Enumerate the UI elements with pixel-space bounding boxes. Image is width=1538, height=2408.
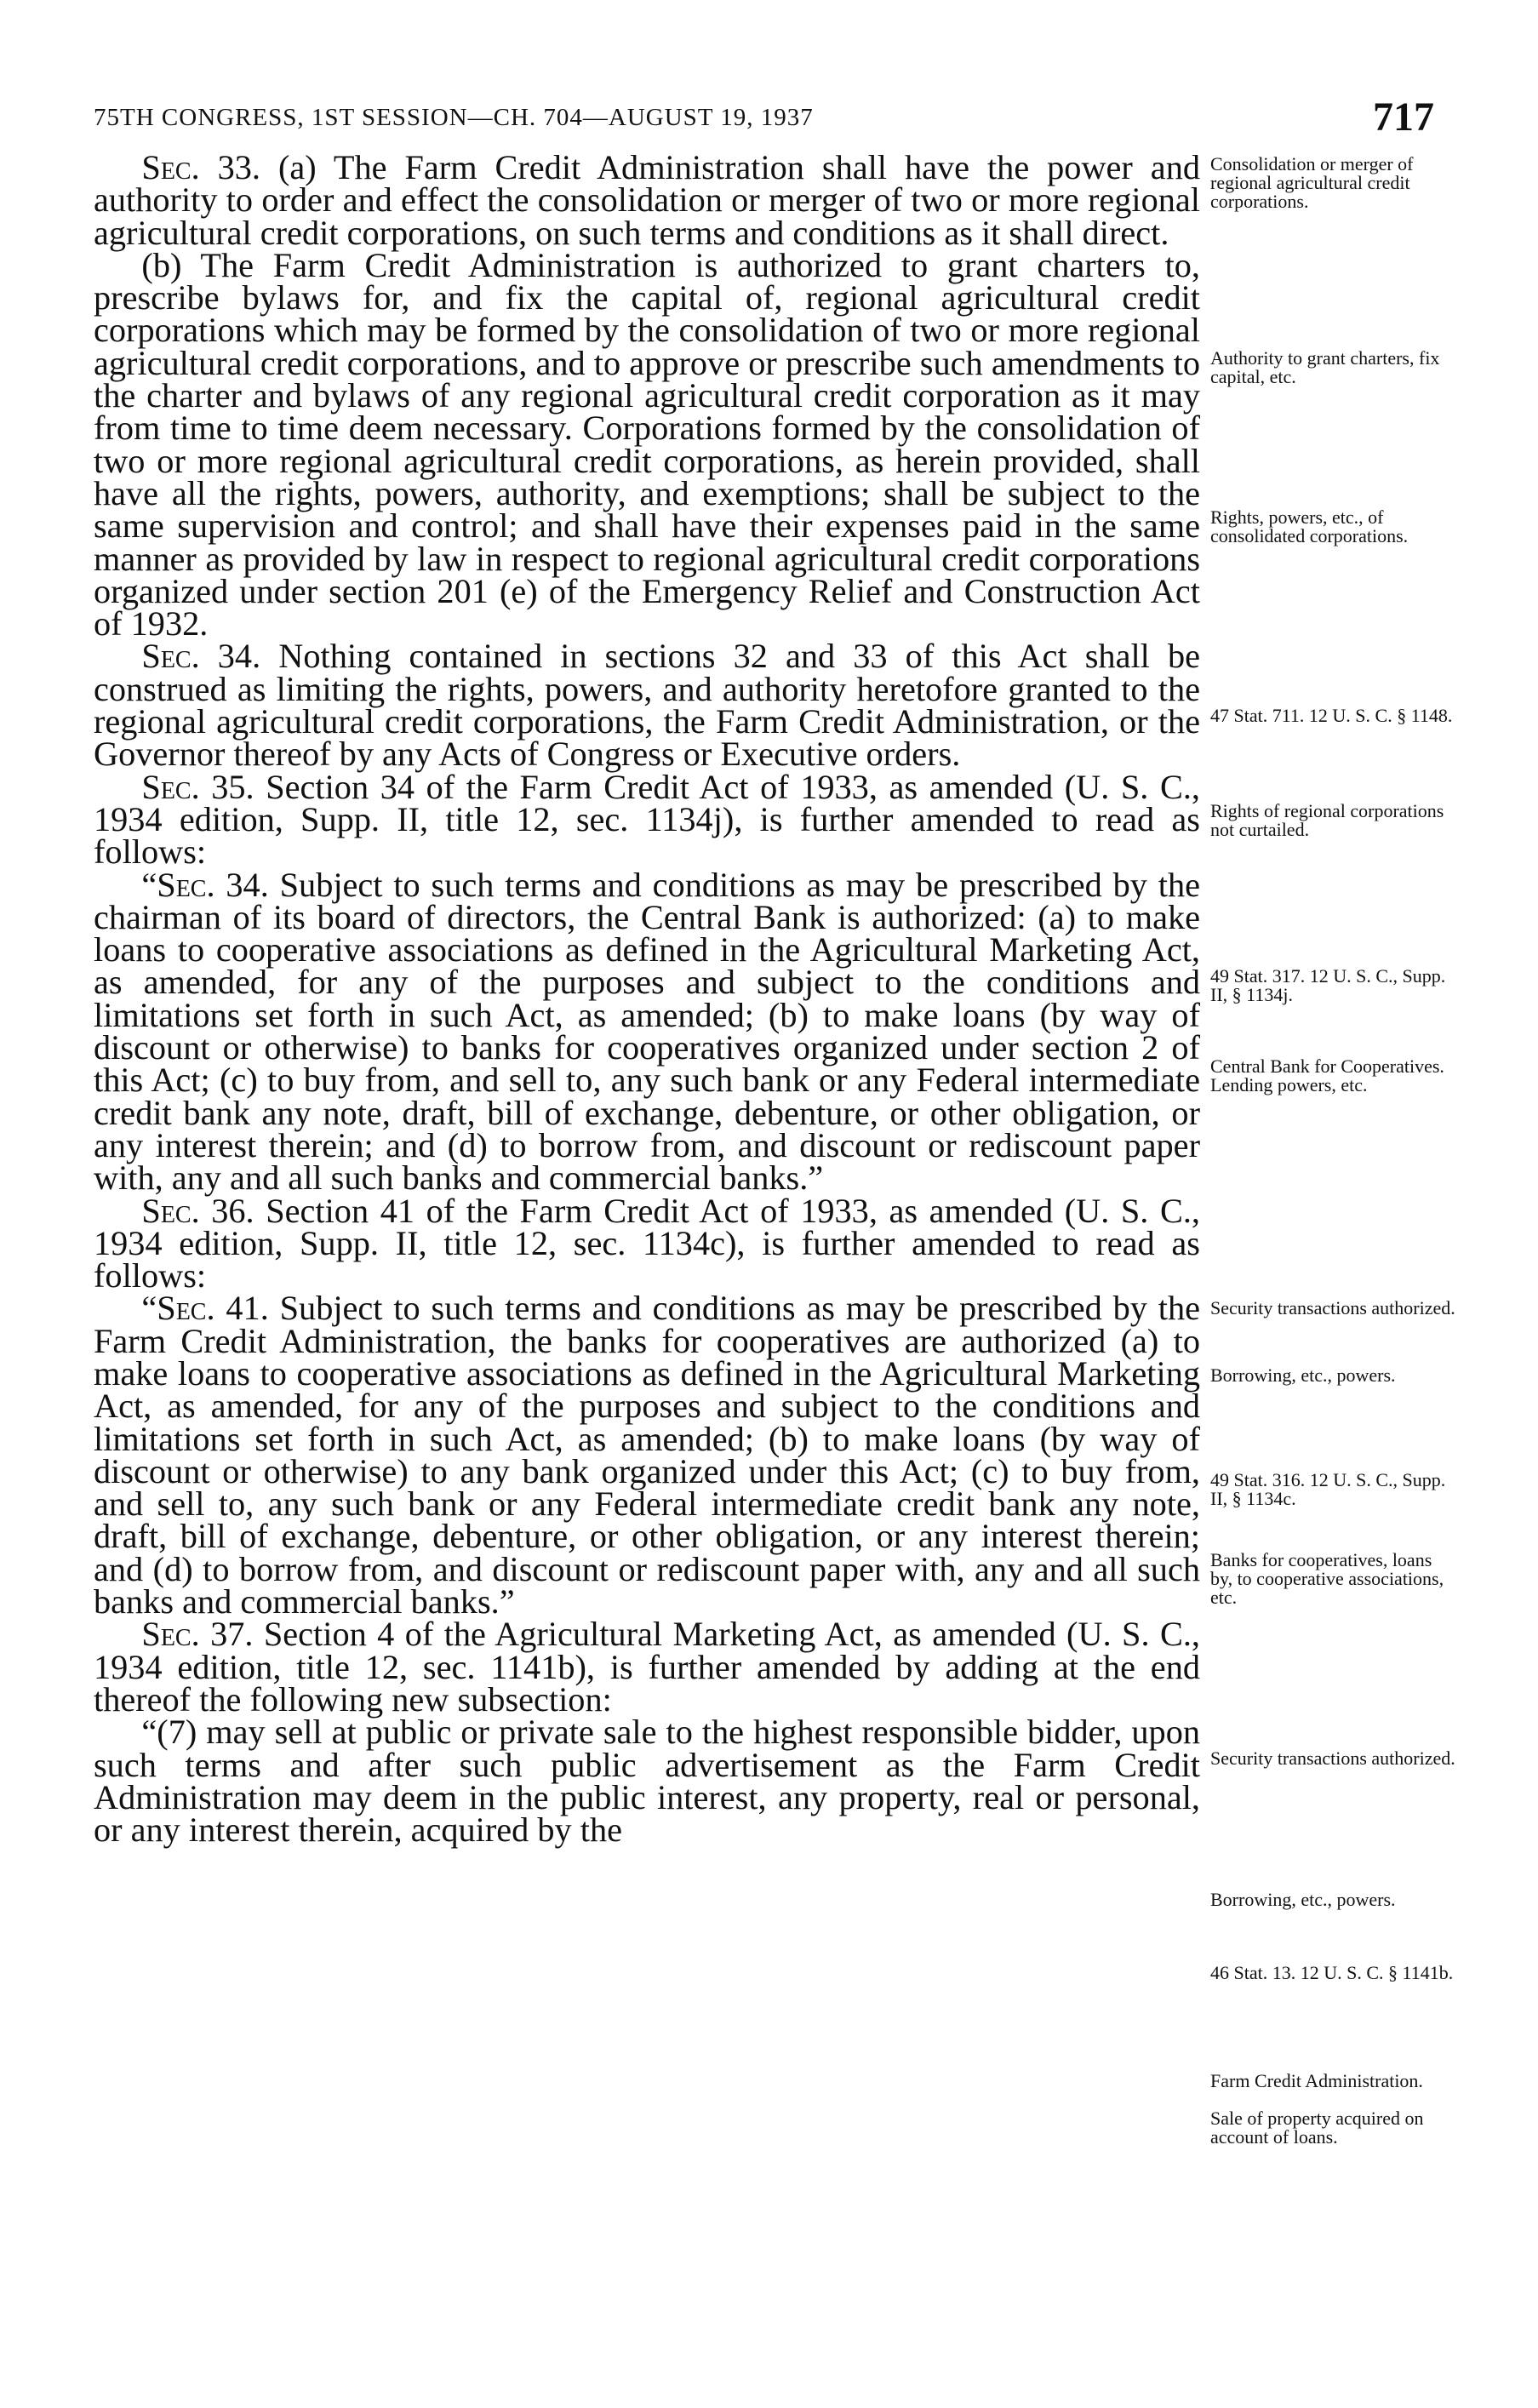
margin-note-citation-49-stat-316: 49 Stat. 316. 12 U. S. C., Supp. II, § 1134c. [1210,1469,1446,1509]
page-number: 717 [1373,94,1434,140]
section-mark: Sec. [141,767,200,806]
paragraph-sec-36 [94,1191,1200,1296]
paragraph-sec-33a [94,148,1200,252]
section-mark: “Sec. [141,865,215,904]
margin-note-security-transactions-2: Security transactions authorized. [1210,1747,1455,1769]
margin-note-rights-powers: Rights, powers, etc., of consolidated corporations. [1210,506,1409,546]
margin-note-borrowing: Borrowing, etc., powers. [1210,1364,1396,1386]
paragraph-quoted-sec-41 [94,1289,1200,1622]
running-header [94,94,1434,145]
margin-note-charter-authority: Authority to grant charters, fix capital, etc. [1210,347,1440,387]
margin-note-banks-for-cooperatives: Banks for cooperatives, loans by, to cooperative associations, etc. [1210,1549,1444,1608]
paragraph-sec-33b [94,245,1200,643]
paragraph-sec-35 [94,767,1200,872]
margin-note-sale-of-property: Sale of property acquired on account of loans. [1210,2108,1424,2148]
section-mark: Sec. [141,148,200,186]
paragraph-text: 35. Section 34 of the Farm Credit Act of 1933, as amended (U. S. C., 1934 edition, Supp. II, title 12, sec. 1134j), is further amended to read as follows: [94,767,1200,872]
paragraph-text: 33. (a) The Farm Credit Administration shall have the power and authority to order and effect the consolidation or merger of two or more regional agricultural credit corporations, on such terms and conditions as it shall direct. [94,148,1200,252]
margin-note-citation-47-stat: 47 Stat. 711. 12 U. S. C. § 1148. [1210,705,1453,726]
section-mark: Sec. [141,1615,200,1654]
margin-note-citation-49-stat-317: 49 Stat. 317. 12 U. S. C., Supp. II, § 1134j. [1210,965,1446,1005]
margin-note-rights-not-curtailed: Rights of regional corporations not curtailed. [1210,800,1444,840]
paragraph-text: “(7) may sell at public or private sale to the highest responsible bidder, upon such terms and after such public advertisement as the Farm Credit Administration may deem in the public interest, any property, real or personal, or any interest therein, acquired by the [94,1713,1200,1850]
paragraph-text: (b) The Farm Credit Administration is authorized to grant charters to, prescribe bylaws for, and fix the capital of, regional agricultural credit corporations which may be formed by the consolidation of two or more regional agricultural credit corporations, and to approve or prescribe such amendments to the charter and bylaws of any regional agricultural credit corporation as it may from time to time deem necessary. Corporations formed by the consolidation of two or more regional agricultural credit corporations, as herein provided, shall have all the rights, powers, authority, and exemptions; shall be subject to the same supervision and control; and shall have their expenses paid in the same manner as provided by law in respect to regional agricultural credit corporations organized under section 201 (e) of the Emergency Relief and Construction Act of 1932. [94,245,1200,643]
section-mark: Sec. [141,637,200,676]
paragraph-quoted-sec-34 [94,865,1200,1198]
paragraph-text: 34. Nothing contained in sections 32 and 33 of this Act shall be construed as limiting the rights, powers, and authority heretofore granted to the regional agricultural credit corporations, the Farm Credit Administration, or the Governor thereof by any Acts of Congress or Executive orders. [94,637,1200,774]
margin-note-central-bank: Central Bank for Cooperatives. Lending powers, etc. [1210,1055,1444,1095]
margin-note-farm-credit-administration: Farm Credit Administration. [1210,2070,1423,2091]
paragraph-text: 41. Subject to such terms and conditions as may be prescribed by the Farm Credit Administration, the banks for cooperatives are authorized (a) to make loans to cooperative associations as defined in the Agricultural Marketing Act, as amended, for any of the purposes and subject to the conditions and limitations set forth in such Act, as amended; (b) to make loans (by way of discount or otherwise) to any bank organized under this Act; (c) to buy from, and sell to, any such bank or any Federal intermediate credit bank any note, draft, bill of exchange, debenture, or other obligation, or any interest therein; and (d) to borrow from, and discount or rediscount paper with, any and all such banks and commercial banks.” [94,1289,1200,1622]
margin-note-consolidation: Consolidation or merger of regional agricultural credit corporations. [1210,153,1414,212]
paragraph-sec-34 [94,637,1200,774]
paragraph-text: 36. Section 41 of the Farm Credit Act of 1933, as amended (U. S. C., 1934 edition, Supp. II, title 12, sec. 1134c), is further amended to read as follows: [94,1191,1200,1296]
paragraph-text: 37. Section 4 of the Agricultural Marketing Act, as amended (U. S. C., 1934 edition, title 12, sec. 1141b), is further amended by adding at the end thereof the following new subsection: [94,1615,1200,1719]
margin-note-security-transactions: Security transactions authorized. [1210,1297,1455,1318]
paragraph-sec-37 [94,1615,1200,1719]
paragraph-text: 34. Subject to such terms and conditions as may be prescribed by the chairman of its board of directors, the Central Bank is authorized: (a) to make loans to cooperative associations as defined in the Agricultural Marketing Act, as amended, for any of the purposes and subject to the conditions and limitations set forth in such Act, as amended; (b) to make loans (by way of discount or otherwise) to banks for cooperatives organized under section 2 of this Act; (c) to buy from, and sell to, any such bank or any Federal intermediate credit bank any note, draft, bill of exchange, debenture, or other obligation, or any interest therein; and (d) to borrow from, and discount or rediscount paper with, any and all such banks and commercial banks.” [94,865,1200,1198]
section-mark: “Sec. [141,1289,215,1328]
section-mark: Sec. [141,1191,200,1230]
paragraph-subsection-7 [94,1713,1200,1850]
margin-note-borrowing-2: Borrowing, etc., powers. [1210,1889,1396,1910]
header-title: 75TH CONGRESS, 1ST SESSION—CH. 704—AUGUST 19, 1937 [94,104,814,131]
margin-note-citation-46-stat: 46 Stat. 13. 12 U. S. C. § 1141b. [1210,1962,1454,1983]
main-text [94,148,1200,1850]
